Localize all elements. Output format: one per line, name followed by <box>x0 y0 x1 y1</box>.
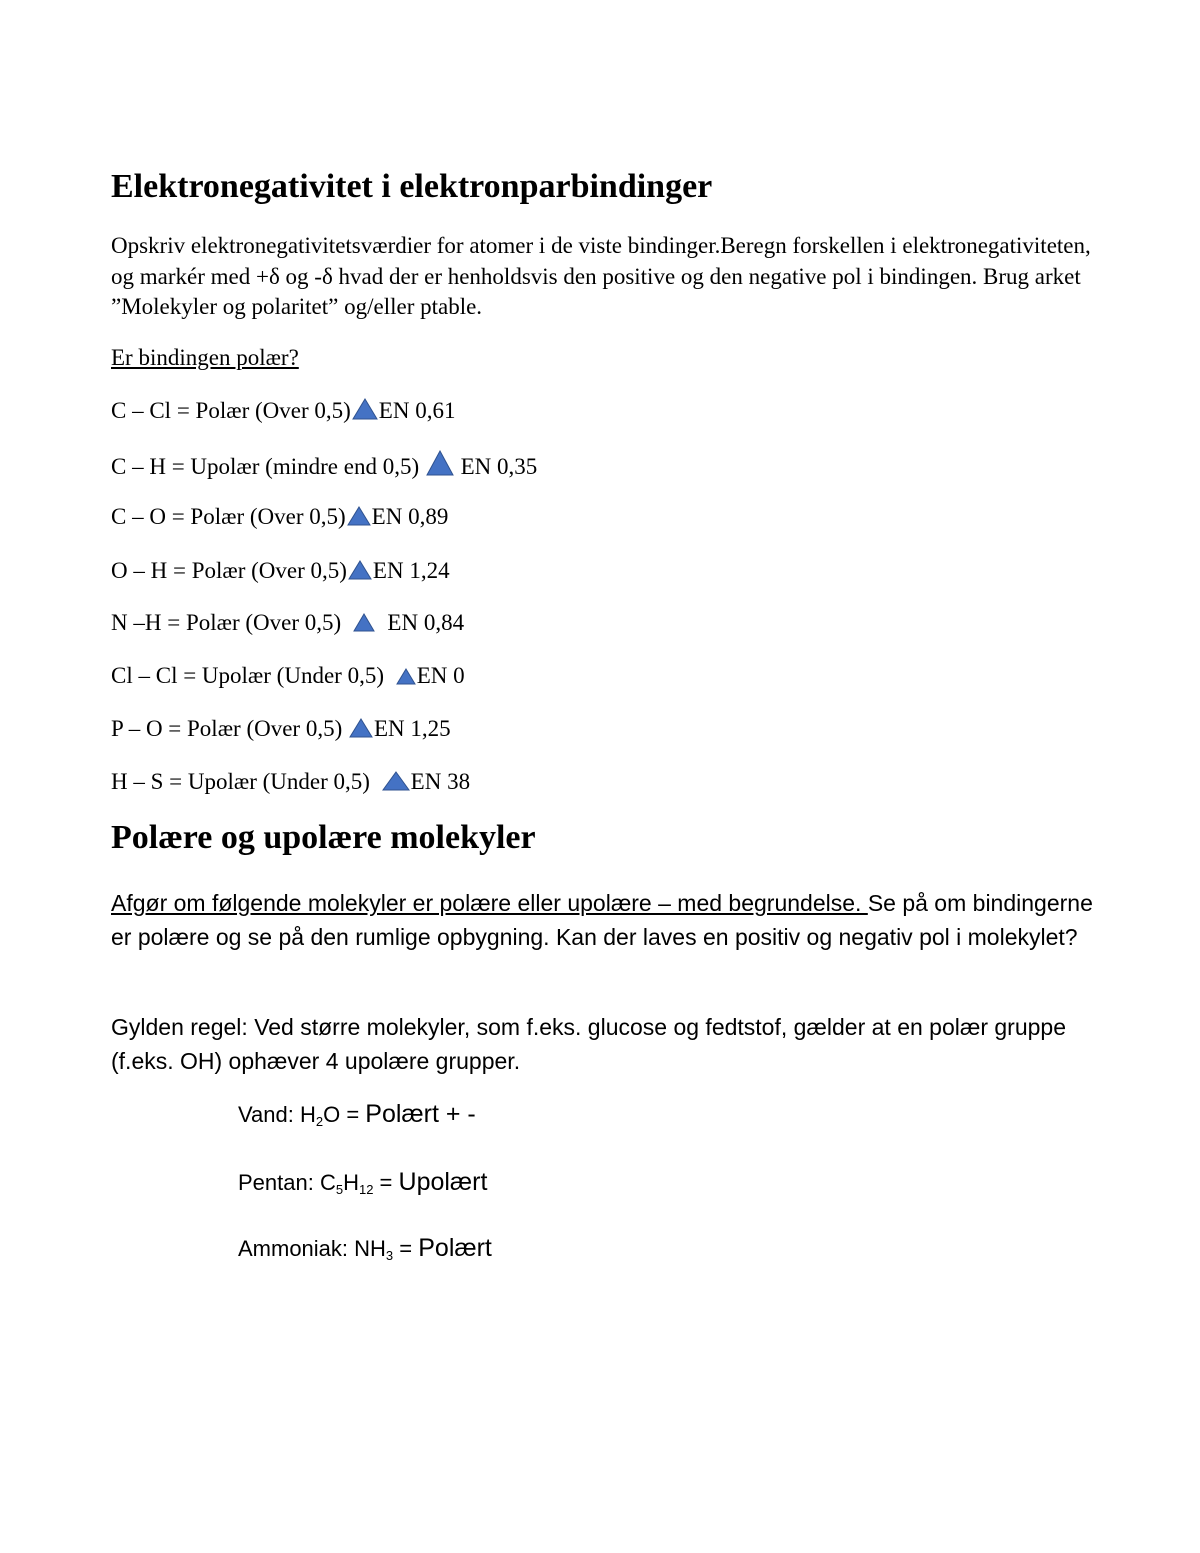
bond-delta: EN 1,24 <box>372 558 450 583</box>
bond-text: H – S = Upolær (Under 0,5) <box>111 769 376 794</box>
triangle-icon <box>349 718 373 738</box>
molecule-pentane <box>238 1168 487 1197</box>
task-rest: Se på om bindingerne er polære og se på den rumlige opbygning. Kan der laves en positiv og negativ pol i molekylet? <box>111 890 1093 950</box>
molecule-label: Vand: H <box>238 1102 316 1127</box>
bond-line-h-s <box>111 768 470 796</box>
molecule-formula-rest: = <box>393 1236 419 1261</box>
triangle-icon <box>347 506 371 526</box>
task-underlined: Afgør om følgende molekyler er polære eller upolære – med begrundelse. <box>111 890 868 916</box>
triangle-icon <box>352 398 378 420</box>
bond-delta: EN 1,25 <box>374 716 451 741</box>
page-title: Elektronegativitet i elektronparbindinger <box>111 168 713 205</box>
triangle-icon <box>348 560 372 580</box>
molecule-water <box>238 1100 476 1129</box>
question-heading: Er bindingen polær? <box>111 345 299 370</box>
bond-line-cl-cl <box>111 662 465 690</box>
rule-paragraph: Gylden regel: Ved større molekyler, som f.eks. glucose og fedtstof, gælder at en polær gruppe (f.eks. OH) ophæver 4 upolære grupper. <box>111 1014 1066 1074</box>
triangle-icon <box>426 450 454 476</box>
triangle-icon <box>396 668 416 685</box>
molecule-formula-rest: O = <box>323 1102 366 1127</box>
triangle-icon <box>382 771 410 791</box>
molecule-subscript: 3 <box>385 1248 394 1263</box>
bond-line-c-o <box>111 503 448 531</box>
bond-delta: EN 0,89 <box>371 504 449 529</box>
molecule-answer: Polært + - <box>365 1100 476 1128</box>
molecule-answer: Upolært <box>398 1168 488 1196</box>
molecule-formula-rest: = <box>373 1170 399 1195</box>
bond-text: Cl – Cl = Upolær (Under 0,5) <box>111 663 390 688</box>
bond-text: O – H = Polær (Over 0,5) <box>111 558 347 583</box>
bond-delta: EN 38 <box>410 769 471 794</box>
bond-delta: EN 0,84 <box>375 610 465 635</box>
intro-paragraph: Opskriv elektronegativitetsværdier for atomer i de viste bindinger.Beregn forskellen i elektronegativiteten, og markér med +δ og -δ hvad der er henholdsvis den positive og den negative pol i bindingen. Brug arket ”Molekyler og polaritet” og/eller ptable. <box>111 233 1091 319</box>
molecule-formula-mid: H <box>343 1170 359 1195</box>
molecule-ammonia <box>238 1234 492 1263</box>
bond-text: C – H = Upolær (mindre end 0,5) <box>111 454 425 479</box>
molecule-answer: Polært <box>418 1234 492 1262</box>
bond-text: N –H = Polær (Over 0,5) <box>111 610 347 635</box>
bond-line-n-h <box>111 609 464 637</box>
section-title: Polære og upolære molekyler <box>111 819 536 856</box>
bond-line-o-h <box>111 557 450 585</box>
bond-line-c-h <box>111 450 537 481</box>
molecule-label: Pentan: C <box>238 1170 336 1195</box>
bond-delta: EN 0,61 <box>378 398 456 423</box>
bond-line-p-o <box>111 715 451 743</box>
bond-text: P – O = Polær (Over 0,5) <box>111 716 348 741</box>
triangle-icon <box>353 613 375 632</box>
molecule-subscript: 2 <box>315 1114 324 1129</box>
molecule-subscript: 12 <box>358 1182 374 1197</box>
bond-line-c-cl <box>111 397 455 425</box>
bond-delta: EN 0 <box>416 663 465 688</box>
bond-text: C – O = Polær (Over 0,5) <box>111 504 346 529</box>
task-paragraph <box>111 886 1101 954</box>
molecule-subscript: 5 <box>335 1182 344 1197</box>
bond-text: C – Cl = Polær (Over 0,5) <box>111 398 351 423</box>
molecule-label: Ammoniak: NH <box>238 1236 386 1261</box>
bond-delta: EN 0,35 <box>454 454 538 479</box>
